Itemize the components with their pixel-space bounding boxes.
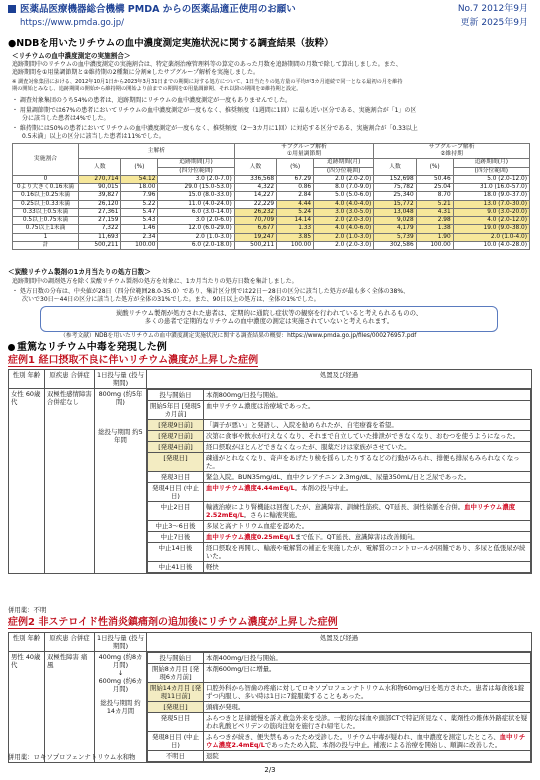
course-row xyxy=(148,683,531,702)
col-iqr: (四分位範囲) xyxy=(314,167,374,175)
case2-dose: 400mg (約8カ月間) ↓ 600mg (約6カ月間) 総投与期間 約14カ月間 xyxy=(95,652,147,763)
table-row xyxy=(13,200,530,208)
table-row xyxy=(13,241,530,249)
course-text xyxy=(204,483,531,502)
table-cell: 39,827 xyxy=(79,192,121,200)
col-months: 追跡期間(月) xyxy=(158,159,234,167)
table-cell: 2.0 (2.0-3.0) xyxy=(314,241,374,249)
course-row xyxy=(148,420,531,431)
table-cell: 4.31 xyxy=(416,208,453,216)
course-text: 頭痛が発現。 xyxy=(204,702,531,713)
course-date: [発現日] xyxy=(148,702,204,713)
table-cell: 1.90 xyxy=(416,233,453,241)
course-row xyxy=(148,532,531,543)
col-iqr: (四分位範囲) xyxy=(158,167,234,175)
table-cell: 90,015 xyxy=(79,184,121,192)
course-date: 中止3〜6日後 xyxy=(148,521,204,532)
table-cell: 5.0 (5.0-6.0) xyxy=(314,192,374,200)
course-row xyxy=(148,653,531,664)
table-cell: 27,159 xyxy=(79,217,121,225)
table-row xyxy=(13,225,530,233)
course-text: 経口摂取を再開し、輸液や電解質の補正を実施したが、電解質のコントロールが困難であり、多尿と低張尿が続いた。 xyxy=(204,543,531,562)
table-cell: 8.70 xyxy=(416,192,453,200)
table-cell: 5.0 (2.0-12.0) xyxy=(453,175,529,183)
survey-bullet-1: ・ 調査対象集団のうち54%の患者は、追跡期間にリチウムの血中濃度測定が一度もありませんでした。 xyxy=(12,97,292,104)
case1-h-dose: 1日投与量 (投与期間) xyxy=(95,370,147,389)
rate-label: 1 xyxy=(13,233,79,241)
course-date: 発現3日目 xyxy=(148,472,204,483)
table-cell: 100.00 xyxy=(277,241,314,249)
col-rate: 実施割合 xyxy=(13,144,79,176)
table-cell: 5.24 xyxy=(277,208,314,216)
lithium-level: 血中リチウム濃度2.4mEq/L xyxy=(206,733,526,749)
table-cell: 75,782 xyxy=(374,184,416,192)
prescription-text-2b: 次いで30日～44日の区分に該当した処方が全体の31%でした。また、90日以上の処方は、全体の1%でした。 xyxy=(22,296,320,303)
table-cell: 4.44 xyxy=(277,200,314,208)
table-cell: 2.0 (2.0-3.0) xyxy=(314,217,374,225)
table-row xyxy=(13,175,530,183)
table-cell: 19.0 (9.0-38.0) xyxy=(453,225,529,233)
table-row xyxy=(13,217,530,225)
table-cell: 15,772 xyxy=(374,200,416,208)
course-text-post: であったため入院、本剤の投与中止。補液による治療を開始し、順調に改善した。 xyxy=(264,741,502,749)
prescription-text-2a: ・ 処方日数の分布は、中央値が28日（四分位範囲28.0-35.0）であり、集計区分別では22日～28日の区分に該当した処方が最も多く全体の38%、 xyxy=(12,288,410,295)
table-cell: 13.0 (7.0-30.0) xyxy=(453,200,529,208)
case1-disease: 双極性感情障害 合併症なし xyxy=(45,389,95,574)
table-cell: 500,211 xyxy=(79,241,121,249)
course-text-pre: ふらつきが続き、便失禁もあったため受診した。リチウム中毒が疑われ、血中濃度を測定したところ、 xyxy=(206,733,500,741)
table-cell: 5.22 xyxy=(121,200,158,208)
case1-title: 症例1 経口摂取不良に伴いリチウム濃度が上昇した症例 xyxy=(8,355,532,367)
table-cell: 22,229 xyxy=(234,200,276,208)
case2-title: 症例2 非ステロイド性消炎鎮痛剤の追加後にリチウム濃度が上昇した症例 xyxy=(8,617,532,629)
course-date: [発現4日前] xyxy=(148,442,204,453)
course-text: 口腔外科から智歯の疼痛に対してロキソプロフェンナトリウム水和物60mg/日を処方された。患者は毎食後1錠ずつ内服し、多い時は1日に7錠服薬することもあった。 xyxy=(204,683,531,702)
lithium-level: 血中リチウム濃度0.25mEq/L xyxy=(206,533,295,541)
table-cell: 13,048 xyxy=(374,208,416,216)
course-row xyxy=(148,502,531,521)
table-cell: 2.0 (1.0-3.0) xyxy=(314,233,374,241)
table-cell: 14,227 xyxy=(234,192,276,200)
course-text: 血中リチウム濃度は治療域であった。 xyxy=(204,401,531,420)
summary-line-2: 多くの患者で定期的なリチウムの血中濃度の測定は実施されていないと考えられます。 xyxy=(144,317,394,325)
survey-subheading: ＜リチウムの血中濃度測定の実施割合＞ xyxy=(12,52,131,60)
course-date: [発現日] xyxy=(148,453,204,472)
course-text-post: まで低下。QT延長、意識障害は改善傾向。 xyxy=(294,533,419,541)
table-cell: 11,693 xyxy=(79,233,121,241)
table-cell: 25.04 xyxy=(416,184,453,192)
cases-heading: 重篤なリチウム中毒を発現した例 xyxy=(8,342,167,355)
table-cell: 4.0 (4.0-4.0) xyxy=(314,200,374,208)
case2-h-dose: 1日投与量 (投与期間) xyxy=(95,633,147,652)
course-date: 開始14カ月目 [発現11日前] xyxy=(148,683,204,702)
table-cell: 31.0 (16.0-57.0) xyxy=(453,184,529,192)
page-number: 2/3 xyxy=(264,766,276,774)
table-cell: 2.98 xyxy=(416,217,453,225)
case1-dose: 800mg (約5年間) 総投与期間 約5年間 xyxy=(95,389,147,574)
table-cell: 9,028 xyxy=(374,217,416,225)
course-date: 不明日 xyxy=(148,751,204,762)
lithium-level: 血中リチウム濃度4.44mEq/L xyxy=(206,484,295,492)
course-date: 投与開始日 xyxy=(148,653,204,664)
course-date: [発現7日前] xyxy=(148,431,204,442)
group-sub2: サブグループ解析 ②維持期 xyxy=(374,144,530,159)
rate-label: 0.33以上0.5未満 xyxy=(13,208,79,216)
table-cell: 4,179 xyxy=(374,225,416,233)
table-cell: 5.47 xyxy=(121,208,158,216)
case2-concomitant: 併用薬：ロキソプロフェンナトリウム水和物 xyxy=(8,753,136,761)
course-text: 多尿と高ナトリウム血症を認めた。 xyxy=(204,521,531,532)
table-cell: 27,361 xyxy=(79,208,121,216)
table-cell: 8.0 (7.0-9.0) xyxy=(314,184,374,192)
table-cell: 2.84 xyxy=(277,192,314,200)
col-months: 追跡期間(月) xyxy=(453,159,529,167)
header-title: 医薬品医療機器総合機構 PMDA からの医薬品適正使用のお願い xyxy=(8,4,296,16)
table-cell: 6.0 (3.0-14.0) xyxy=(158,208,234,216)
table-cell: 2.34 xyxy=(121,233,158,241)
course-row xyxy=(148,390,531,401)
table-cell: 18.0 (9.0-37.0) xyxy=(453,192,529,200)
course-text: 緊急入院。BUN35mg/dL、血中クレアチニン 2.3mg/dL、尿量350mL/日と乏尿であった。 xyxy=(204,472,531,483)
course-text-post: 。さらに輸液実施。 xyxy=(243,511,302,519)
course-date: 開始8カ月目 [発現6カ月前] xyxy=(148,664,204,683)
course-text-post: 。本剤の投与中止。 xyxy=(294,484,353,492)
course-row xyxy=(148,472,531,483)
table-row xyxy=(13,233,530,241)
course-date: 発現4日目 (中止日) xyxy=(148,483,204,502)
rate-label: 0 xyxy=(13,175,79,183)
course-row xyxy=(148,431,531,442)
course-row xyxy=(148,453,531,472)
course-row xyxy=(148,702,531,713)
table-cell: 2.0 (2.0-2.0) xyxy=(314,175,374,183)
table-cell: 54.12 xyxy=(121,175,158,183)
course-row xyxy=(148,401,531,420)
case2-h-disease: 原疾患 合併症 xyxy=(45,633,95,652)
case1-h-course: 処置及び経過 xyxy=(147,370,532,389)
rate-label: 計 xyxy=(13,241,79,249)
course-text: 本剤400mg/日投与開始。 xyxy=(204,653,531,664)
case2-sex: 男性 40歳代 xyxy=(9,652,45,763)
prescription-text-1: 追跡期間中の調剤処方を除く炭酸リチウム製剤の処方を対象に、1カ月当たりの処方日数を集計しました。 xyxy=(12,278,298,285)
course-row xyxy=(148,732,531,751)
lithium-level: 血中リチウム濃度2.52mEq/L xyxy=(206,503,516,519)
table-cell: 1.38 xyxy=(416,225,453,233)
table-cell: 6.0 (2.0-18.0) xyxy=(158,241,234,249)
table-cell: 2.0 (1.0-3.0) xyxy=(158,233,234,241)
col-n: 人数 xyxy=(79,159,121,175)
table-cell: 7,322 xyxy=(79,225,121,233)
survey-bullet-3b: 0.5未満」以上の区分に該当した患者は11%でした。 xyxy=(22,133,165,140)
updated-date: 更新 2025年9月 xyxy=(460,18,528,28)
summary-box xyxy=(40,306,498,332)
table-cell: 50.46 xyxy=(416,175,453,183)
course-text: 「調子が悪い」と発語し、入院を勧められたが、自宅療養を希望。 xyxy=(204,420,531,431)
course-text: 次第に食事や飲水が行えなくなり、それまで自立していた排泄ができなくなり、おむつを使うようになった。 xyxy=(204,431,531,442)
col-pct: (%) xyxy=(277,159,314,175)
case2-course xyxy=(147,652,532,763)
course-date: 投与開始日 xyxy=(148,390,204,401)
course-text: 本剤800mg/日投与開始。 xyxy=(204,390,531,401)
table-cell: 25,340 xyxy=(374,192,416,200)
course-text xyxy=(204,532,531,543)
table-cell: 29.0 (15.0-53.0) xyxy=(158,184,234,192)
table-cell: 7.96 xyxy=(121,192,158,200)
table-cell: 26,120 xyxy=(79,200,121,208)
course-text xyxy=(204,502,531,521)
survey-note-2: 期の開始とみなし、追跡期間の開始から維持期の開始より前までの期間を①用量調節期、それ以降の期間を②維持期と設定。 xyxy=(12,86,302,92)
course-row xyxy=(148,543,531,562)
table-row xyxy=(13,208,530,216)
table-cell: 9.0 (3.0-20.0) xyxy=(453,208,529,216)
rate-label: 0.5以上0.75未満 xyxy=(13,217,79,225)
case2-h-sex: 性別 年齢 xyxy=(9,633,45,652)
table-cell: 1.33 xyxy=(277,225,314,233)
col-pct: (%) xyxy=(416,159,453,175)
col-n: 人数 xyxy=(374,159,416,175)
table-cell: 19,247 xyxy=(234,233,276,241)
table-cell: 10.0 (4.0-28.0) xyxy=(453,241,529,249)
course-row xyxy=(148,664,531,683)
course-text-pre: 輸液治療により腎機能は回復したが、意識障害、訓練性筋疾、QT延長、洞性徐脈を合併。 xyxy=(206,503,465,511)
course-date: 中止14日後 xyxy=(148,543,204,562)
course-text: 軽快 xyxy=(204,562,531,573)
table-row xyxy=(13,184,530,192)
case1-table xyxy=(8,369,532,574)
table-cell: 26,232 xyxy=(234,208,276,216)
rate-label: 0.75以上1未満 xyxy=(13,225,79,233)
table-cell: 4.0 (2.0-12.0) xyxy=(453,217,529,225)
case2-disease: 双極性障害 痛風 xyxy=(45,652,95,763)
table-cell: 100.00 xyxy=(416,241,453,249)
table-cell: 4.0 (4.0-6.0) xyxy=(314,225,374,233)
table-cell: 3.0 (2.0-7.0) xyxy=(158,175,234,183)
table-cell: 2.0 (1.0-4.0) xyxy=(453,233,529,241)
rate-label: 0.25以上0.33未満 xyxy=(13,200,79,208)
reference-text: （参考文献）NDBを用いたリチウムの血中濃度測定実施状況に関する調査結果の概要：https://www.pmda.go.jp/files/000276957.pdf xyxy=(60,333,417,339)
table-cell: 5,739 xyxy=(374,233,416,241)
course-date: 発現5日目 xyxy=(148,713,204,732)
course-text xyxy=(204,732,531,751)
prescription-heading: ＜炭酸リチウム製剤の1カ月当たりの処方日数＞ xyxy=(8,268,151,276)
square-icon xyxy=(8,5,16,13)
rate-label: 0.16以上0.25未満 xyxy=(13,192,79,200)
table-cell: 14.14 xyxy=(277,217,314,225)
table-cell: 15.0 (8.0-33.0) xyxy=(158,192,234,200)
table-cell: 500,211 xyxy=(234,241,276,249)
table-cell: 270,714 xyxy=(79,175,121,183)
course-text: 本剤600mg/日に増量。 xyxy=(204,664,531,683)
course-date: 中止7日後 xyxy=(148,532,204,543)
survey-bullet-3a: ・ 維持期には50%の患者においてリチウムの血中濃度測定が一度もなく、推奨頻度（2～3カ月に1回）に対応する区分である、実施割合が「0.33以上 xyxy=(12,125,418,132)
table-cell: 70,709 xyxy=(234,217,276,225)
survey-bullet-2b: 分に該当した患者は4%でした。 xyxy=(22,115,110,122)
case1-h-disease: 原疾患 合併症 xyxy=(45,370,95,389)
case1-course xyxy=(147,389,532,574)
course-row xyxy=(148,713,531,732)
course-date: 開始5年目 [発現5カ月前] xyxy=(148,401,204,420)
course-text: 疎通がとれなくなり、奇声をあげたり検を揺らしたりするなどの行動がみられ、排便も排尿もみられなくなった。 xyxy=(204,453,531,472)
survey-bullet-2a: ・ 用量調節期では67%の患者においてリチウムの血中濃度測定が一度もなく、推奨頻度（1週間に1回）に最も近い区分である、実施割合が「1」の区 xyxy=(12,107,417,114)
summary-line-1: 炭酸リチウム製剤が処方された患者は、定期的に通院し症状等の観察を行われていると考えられるものの、 xyxy=(115,309,423,317)
course-row xyxy=(148,562,531,573)
table-cell: 0.86 xyxy=(277,184,314,192)
course-date: 発現8日目 (中止日) xyxy=(148,732,204,751)
table-cell: 100.00 xyxy=(121,241,158,249)
measurement-rate-table xyxy=(12,143,530,250)
col-iqr: (四分位範囲) xyxy=(453,167,529,175)
header-url[interactable]: https://www.pmda.go.jp/ xyxy=(20,18,124,28)
table-cell: 6,677 xyxy=(234,225,276,233)
table-cell: 5.21 xyxy=(416,200,453,208)
survey-note-1: ※ 調査対象集団における、2012年10月1日から2023年3月31日までの期間に対する処方について、1日当たりの処方量の平均が3カ月連続で同一となる最初の月を維持 xyxy=(12,79,403,85)
course-date: 中止41日後 xyxy=(148,562,204,573)
survey-heading: ●NDBを用いたリチウムの血中濃度測定実施状況に関する調査結果（抜粋） xyxy=(8,38,334,49)
table-cell: 5.43 xyxy=(121,217,158,225)
survey-intro-1: 追跡期間中のリチウムの血中濃度測定の実施割合は、特定薬剤治療管理料等の算定のあった月数を追跡期間の月数で除して算出しました。また、 xyxy=(12,61,402,68)
course-row xyxy=(148,483,531,502)
table-cell: 152,698 xyxy=(374,175,416,183)
issue-number: No.7 2012年9月 xyxy=(457,4,528,14)
course-row xyxy=(148,751,531,762)
table-cell: 67.29 xyxy=(277,175,314,183)
table-cell: 11.0 (4.0-24.0) xyxy=(158,200,234,208)
course-date: 中止2日目 xyxy=(148,502,204,521)
table-cell: 4,322 xyxy=(234,184,276,192)
group-main: 主解析 xyxy=(79,144,235,159)
table-cell: 302,586 xyxy=(374,241,416,249)
table-cell: 18.00 xyxy=(121,184,158,192)
table-cell: 336,568 xyxy=(234,175,276,183)
col-n: 人数 xyxy=(234,159,276,175)
col-months: 追跡期間(月) xyxy=(314,159,374,167)
course-text: 経口摂取がほとんどできなくなったが、服薬だけは家族がさせていた。 xyxy=(204,442,531,453)
table-cell: 12.0 (6.0-29.0) xyxy=(158,225,234,233)
table-cell: 1.46 xyxy=(121,225,158,233)
course-date: [発現9日前] xyxy=(148,420,204,431)
course-text: 退院 xyxy=(204,751,531,762)
case1-concomitant: 併用薬：不明 xyxy=(8,606,47,614)
case1-h-sex: 性別 年齢 xyxy=(9,370,45,389)
table-cell: 3.0 (3.0-5.0) xyxy=(314,208,374,216)
page-header xyxy=(8,4,532,34)
case2-h-course: 処置及び経過 xyxy=(147,633,532,652)
course-row xyxy=(148,521,531,532)
course-row xyxy=(148,442,531,453)
survey-intro-2: 追跡期間を①用量調節期と②維持期の2種類に分割※したサブグループ解析を実施しました。 xyxy=(12,69,259,76)
group-sub1: サブグループ解析 ①用量調節期 xyxy=(234,144,374,159)
case1-sex: 女性 60歳代 xyxy=(9,389,45,574)
rate-label: 0より大きく0.16未満 xyxy=(13,184,79,192)
case2-table xyxy=(8,632,532,763)
table-cell: 3.85 xyxy=(277,233,314,241)
table-cell: 3.0 (2.0-6.0) xyxy=(158,217,234,225)
bullet-icon xyxy=(8,344,15,351)
table-row xyxy=(13,192,530,200)
col-pct: (%) xyxy=(121,159,158,175)
course-text: ふらつきと足律緩慢を訴え救急外来を受診。一般的な採血や頭部CTで特記所見なく、薬剤性の錐体外路症状を疑われ乳酸ビペリデンの筋肉注射を施行され帰宅した。 xyxy=(204,713,531,732)
